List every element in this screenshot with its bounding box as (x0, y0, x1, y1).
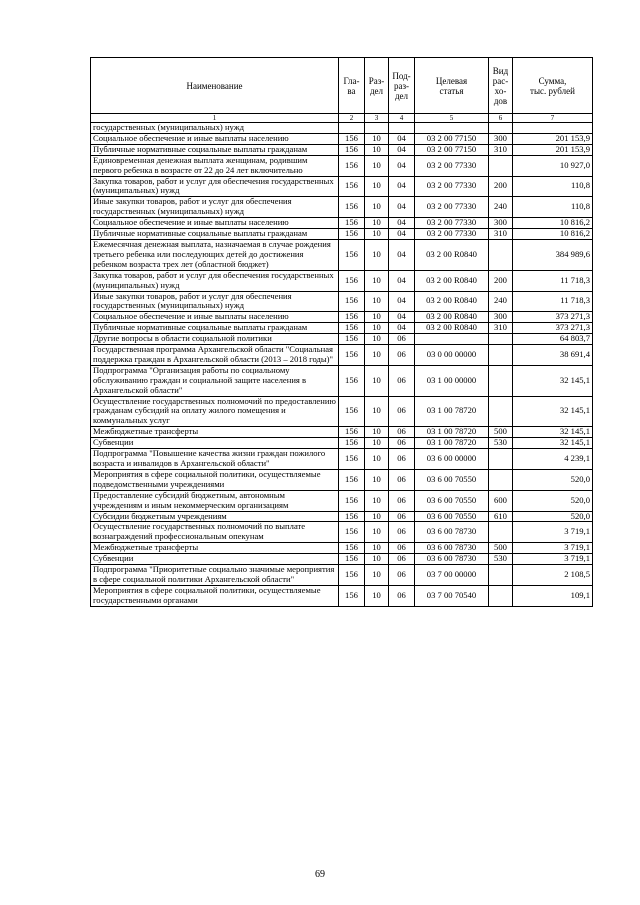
row-name: Государственная программа Архангельской области "Социальная поддержка граждан в Архангельской области (2013 – 2018 годы)" (91, 345, 339, 366)
table-row (91, 176, 593, 197)
row-target-article: 03 2 00 77150 (415, 133, 489, 144)
row-name: Социальное обеспечение и иные выплаты населению (91, 133, 339, 144)
row-podrazdel (389, 123, 415, 134)
column-number: 5 (415, 114, 489, 123)
row-name: Мероприятия в сфере социальной политики, осуществляемые подведомственными учреждениями (91, 469, 339, 490)
row-podrazdel: 06 (389, 469, 415, 490)
table-row (91, 543, 593, 554)
row-glava: 156 (339, 155, 365, 176)
row-podrazdel: 06 (389, 449, 415, 470)
row-target-article: 03 6 00 78730 (415, 543, 489, 554)
row-podrazdel: 06 (389, 585, 415, 606)
row-sum: 32 145,1 (513, 438, 593, 449)
row-target-article: 03 2 00 77330 (415, 229, 489, 240)
row-target-article (415, 334, 489, 345)
row-target-article: 03 2 00 R0840 (415, 323, 489, 334)
row-podrazdel: 06 (389, 438, 415, 449)
row-name: Иные закупки товаров, работ и услуг для обеспечения государственных (муниципальных) нужд (91, 197, 339, 218)
row-name: Подпрограмма "Повышение качества жизни граждан пожилого возраста и инвалидов в Архангельской области" (91, 449, 339, 470)
table-row (91, 585, 593, 606)
column-number: 7 (513, 114, 593, 123)
row-podrazdel: 06 (389, 554, 415, 565)
row-name: Субвенции (91, 438, 339, 449)
row-razdel: 10 (365, 270, 389, 291)
row-name: Осуществление государственных полномочий по предоставлению гражданам субсидий на оплату жилого помещения и коммунальных услуг (91, 396, 339, 427)
row-podrazdel: 04 (389, 144, 415, 155)
row-target-article: 03 6 00 70550 (415, 490, 489, 511)
row-expense-type (489, 334, 513, 345)
row-sum: 110,8 (513, 197, 593, 218)
row-sum: 10 927,0 (513, 155, 593, 176)
row-sum: 520,0 (513, 490, 593, 511)
table-header (91, 58, 593, 123)
row-glava: 156 (339, 334, 365, 345)
row-target-article: 03 1 00 00000 (415, 365, 489, 396)
row-sum: 109,1 (513, 585, 593, 606)
row-expense-type (489, 522, 513, 543)
row-expense-type: 530 (489, 554, 513, 565)
column-number: 6 (489, 114, 513, 123)
table-row (91, 155, 593, 176)
row-expense-type (489, 449, 513, 470)
row-podrazdel: 06 (389, 365, 415, 396)
row-razdel: 10 (365, 176, 389, 197)
header-name: Наименование (91, 58, 339, 114)
row-sum: 520,0 (513, 511, 593, 522)
row-razdel: 10 (365, 155, 389, 176)
row-razdel: 10 (365, 554, 389, 565)
table-row (91, 469, 593, 490)
column-number: 3 (365, 114, 389, 123)
row-expense-type: 200 (489, 176, 513, 197)
row-glava: 156 (339, 554, 365, 565)
page-number: 69 (315, 869, 325, 880)
row-podrazdel: 04 (389, 218, 415, 229)
row-glava: 156 (339, 365, 365, 396)
row-expense-type: 310 (489, 144, 513, 155)
row-glava: 156 (339, 239, 365, 270)
row-target-article: 03 2 00 77330 (415, 218, 489, 229)
row-sum: 373 271,3 (513, 312, 593, 323)
row-razdel: 10 (365, 522, 389, 543)
row-podrazdel: 06 (389, 396, 415, 427)
row-sum: 32 145,1 (513, 427, 593, 438)
row-razdel: 10 (365, 469, 389, 490)
table-row (91, 270, 593, 291)
row-expense-type (489, 365, 513, 396)
row-glava: 156 (339, 197, 365, 218)
row-glava: 156 (339, 270, 365, 291)
row-glava: 156 (339, 133, 365, 144)
row-glava: 156 (339, 565, 365, 586)
row-name: Предоставление субсидий бюджетным, автономным учреждениям и иным некоммерческим организациям (91, 490, 339, 511)
row-sum: 373 271,3 (513, 323, 593, 334)
row-sum: 3 719,1 (513, 522, 593, 543)
row-target-article: 03 1 00 78720 (415, 438, 489, 449)
row-razdel: 10 (365, 511, 389, 522)
row-glava: 156 (339, 585, 365, 606)
row-name: Социальное обеспечение и иные выплаты населению (91, 312, 339, 323)
row-name: Единовременная денежная выплата женщинам, родившим первого ребенка в возрасте от 22 до 24 лет включительно (91, 155, 339, 176)
row-sum: 201 153,9 (513, 133, 593, 144)
row-glava: 156 (339, 438, 365, 449)
row-razdel: 10 (365, 427, 389, 438)
table-row (91, 312, 593, 323)
row-podrazdel: 04 (389, 176, 415, 197)
row-target-article: 03 1 00 78720 (415, 396, 489, 427)
row-razdel: 10 (365, 239, 389, 270)
row-razdel: 10 (365, 345, 389, 366)
budget-table (90, 57, 593, 607)
table-row (91, 365, 593, 396)
row-expense-type: 500 (489, 543, 513, 554)
row-sum: 10 816,2 (513, 218, 593, 229)
row-name: Закупка товаров, работ и услуг для обеспечения государственных (муниципальных) нужд (91, 270, 339, 291)
row-name: Публичные нормативные социальные выплаты гражданам (91, 144, 339, 155)
row-target-article: 03 6 00 70550 (415, 469, 489, 490)
row-razdel: 10 (365, 334, 389, 345)
header-podrazdel: Под- раз- дел (389, 58, 415, 114)
row-expense-type: 310 (489, 229, 513, 240)
row-podrazdel: 06 (389, 565, 415, 586)
row-glava: 156 (339, 144, 365, 155)
table-row (91, 123, 593, 134)
row-podrazdel: 06 (389, 522, 415, 543)
row-podrazdel: 04 (389, 155, 415, 176)
row-razdel: 10 (365, 396, 389, 427)
table-row (91, 218, 593, 229)
row-target-article: 03 2 00 R0840 (415, 291, 489, 312)
row-sum: 201 153,9 (513, 144, 593, 155)
row-target-article: 03 6 00 70550 (415, 511, 489, 522)
row-name: Межбюджетные трансферты (91, 543, 339, 554)
row-expense-type: 300 (489, 312, 513, 323)
header-razdel: Раз- дел (365, 58, 389, 114)
row-expense-type: 240 (489, 291, 513, 312)
row-target-article: 03 2 00 R0840 (415, 239, 489, 270)
row-target-article: 03 2 00 77330 (415, 176, 489, 197)
row-target-article: 03 6 00 00000 (415, 449, 489, 470)
row-podrazdel: 06 (389, 345, 415, 366)
row-expense-type: 200 (489, 270, 513, 291)
row-razdel: 10 (365, 312, 389, 323)
row-podrazdel: 04 (389, 239, 415, 270)
table-row (91, 449, 593, 470)
row-glava: 156 (339, 490, 365, 511)
row-glava: 156 (339, 396, 365, 427)
row-name: Осуществление государственных полномочий по выплате вознаграждений профессиональным опекунам (91, 522, 339, 543)
row-target-article: 03 2 00 77330 (415, 155, 489, 176)
row-podrazdel: 04 (389, 270, 415, 291)
row-razdel (365, 123, 389, 134)
row-podrazdel: 04 (389, 323, 415, 334)
table-row (91, 565, 593, 586)
row-podrazdel: 04 (389, 229, 415, 240)
row-glava: 156 (339, 449, 365, 470)
row-sum: 10 816,2 (513, 229, 593, 240)
header-target-article: Целевая статья (415, 58, 489, 114)
row-razdel: 10 (365, 229, 389, 240)
row-name: Подпрограмма "Приоритетные социально значимые мероприятия в сфере социальной политики Архангельской области" (91, 565, 339, 586)
row-expense-type: 300 (489, 133, 513, 144)
header-sum: Сумма, тыс. рублей (513, 58, 593, 114)
row-sum: 11 718,3 (513, 291, 593, 312)
row-expense-type (489, 585, 513, 606)
header-expense-type: Вид рас- хо- дов (489, 58, 513, 114)
row-razdel: 10 (365, 218, 389, 229)
row-expense-type (489, 565, 513, 586)
row-name: Другие вопросы в области социальной политики (91, 334, 339, 345)
row-sum: 11 718,3 (513, 270, 593, 291)
row-expense-type: 240 (489, 197, 513, 218)
row-expense-type (489, 123, 513, 134)
row-name: Подпрограмма "Организация работы по социальному обслуживанию граждан и социальной защите населения в Архангельской области" (91, 365, 339, 396)
row-name: Закупка товаров, работ и услуг для обеспечения государственных (муниципальных) нужд (91, 176, 339, 197)
row-expense-type: 300 (489, 218, 513, 229)
row-sum: 520,0 (513, 469, 593, 490)
row-name: Межбюджетные трансферты (91, 427, 339, 438)
row-target-article: 03 7 00 70540 (415, 585, 489, 606)
row-podrazdel: 06 (389, 427, 415, 438)
row-name: Субвенции (91, 554, 339, 565)
row-razdel: 10 (365, 543, 389, 554)
row-razdel: 10 (365, 585, 389, 606)
table-body (91, 123, 593, 607)
row-target-article: 03 2 00 R0840 (415, 312, 489, 323)
table-row (91, 323, 593, 334)
row-glava: 156 (339, 543, 365, 554)
row-name: Публичные нормативные социальные выплаты гражданам (91, 229, 339, 240)
row-sum: 32 145,1 (513, 365, 593, 396)
row-podrazdel: 04 (389, 312, 415, 323)
row-glava: 156 (339, 511, 365, 522)
row-target-article: 03 6 00 78730 (415, 554, 489, 565)
row-razdel: 10 (365, 133, 389, 144)
table-row (91, 291, 593, 312)
row-sum: 32 145,1 (513, 396, 593, 427)
row-expense-type (489, 239, 513, 270)
row-razdel: 10 (365, 449, 389, 470)
row-sum: 3 719,1 (513, 554, 593, 565)
row-target-article: 03 2 00 77330 (415, 197, 489, 218)
table-row (91, 438, 593, 449)
row-sum: 384 989,6 (513, 239, 593, 270)
row-razdel: 10 (365, 565, 389, 586)
table-row (91, 229, 593, 240)
row-name: Социальное обеспечение и иные выплаты населению (91, 218, 339, 229)
table-row (91, 522, 593, 543)
row-glava: 156 (339, 312, 365, 323)
table-row (91, 511, 593, 522)
row-podrazdel: 04 (389, 133, 415, 144)
row-razdel: 10 (365, 365, 389, 396)
row-podrazdel: 04 (389, 291, 415, 312)
header-glava: Гла- ва (339, 58, 365, 114)
row-expense-type (489, 345, 513, 366)
row-razdel: 10 (365, 323, 389, 334)
row-expense-type (489, 396, 513, 427)
row-sum: 38 691,4 (513, 345, 593, 366)
header-row (91, 58, 593, 114)
column-number: 2 (339, 114, 365, 123)
row-glava: 156 (339, 522, 365, 543)
table-row (91, 239, 593, 270)
row-glava: 156 (339, 469, 365, 490)
row-glava: 156 (339, 345, 365, 366)
row-glava: 156 (339, 427, 365, 438)
table-row (91, 334, 593, 345)
row-target-article: 03 7 00 00000 (415, 565, 489, 586)
row-glava: 156 (339, 218, 365, 229)
row-razdel: 10 (365, 144, 389, 155)
row-razdel: 10 (365, 490, 389, 511)
row-sum: 110,8 (513, 176, 593, 197)
row-podrazdel: 06 (389, 334, 415, 345)
row-razdel: 10 (365, 291, 389, 312)
row-expense-type: 600 (489, 490, 513, 511)
row-name: Субсидии бюджетным учреждениям (91, 511, 339, 522)
row-podrazdel: 04 (389, 197, 415, 218)
row-sum (513, 123, 593, 134)
row-expense-type: 500 (489, 427, 513, 438)
table-row (91, 554, 593, 565)
row-name: Ежемесячная денежная выплата, назначаемая в случае рождения третьего ребенка или последующих детей до достижения ребенком возраста трех лет (областной бюджет) (91, 239, 339, 270)
row-razdel: 10 (365, 197, 389, 218)
row-name: Иные закупки товаров, работ и услуг для обеспечения государственных (муниципальных) нужд (91, 291, 339, 312)
row-sum: 4 239,1 (513, 449, 593, 470)
row-glava: 156 (339, 229, 365, 240)
row-glava: 156 (339, 291, 365, 312)
table-row (91, 197, 593, 218)
column-number: 1 (91, 114, 339, 123)
row-razdel: 10 (365, 438, 389, 449)
table-row (91, 396, 593, 427)
row-target-article: 03 1 00 78720 (415, 427, 489, 438)
table-row (91, 427, 593, 438)
row-expense-type (489, 469, 513, 490)
row-name: Мероприятия в сфере социальной политики, осуществляемые государственными органами (91, 585, 339, 606)
table-row (91, 144, 593, 155)
row-target-article: 03 0 00 00000 (415, 345, 489, 366)
row-expense-type: 530 (489, 438, 513, 449)
row-podrazdel: 06 (389, 511, 415, 522)
row-expense-type: 310 (489, 323, 513, 334)
row-expense-type: 610 (489, 511, 513, 522)
row-podrazdel: 06 (389, 543, 415, 554)
row-glava: 156 (339, 176, 365, 197)
row-sum: 2 108,5 (513, 565, 593, 586)
row-podrazdel: 06 (389, 490, 415, 511)
table-row (91, 490, 593, 511)
row-target-article: 03 6 00 78730 (415, 522, 489, 543)
row-name: государственных (муниципальных) нужд (91, 123, 339, 134)
row-sum: 3 719,1 (513, 543, 593, 554)
table-row (91, 345, 593, 366)
row-target-article: 03 2 00 77150 (415, 144, 489, 155)
row-name: Публичные нормативные социальные выплаты гражданам (91, 323, 339, 334)
row-glava (339, 123, 365, 134)
row-glava: 156 (339, 323, 365, 334)
row-expense-type (489, 155, 513, 176)
row-target-article (415, 123, 489, 134)
table-row (91, 133, 593, 144)
column-number: 4 (389, 114, 415, 123)
row-target-article: 03 2 00 R0840 (415, 270, 489, 291)
row-sum: 64 803,7 (513, 334, 593, 345)
